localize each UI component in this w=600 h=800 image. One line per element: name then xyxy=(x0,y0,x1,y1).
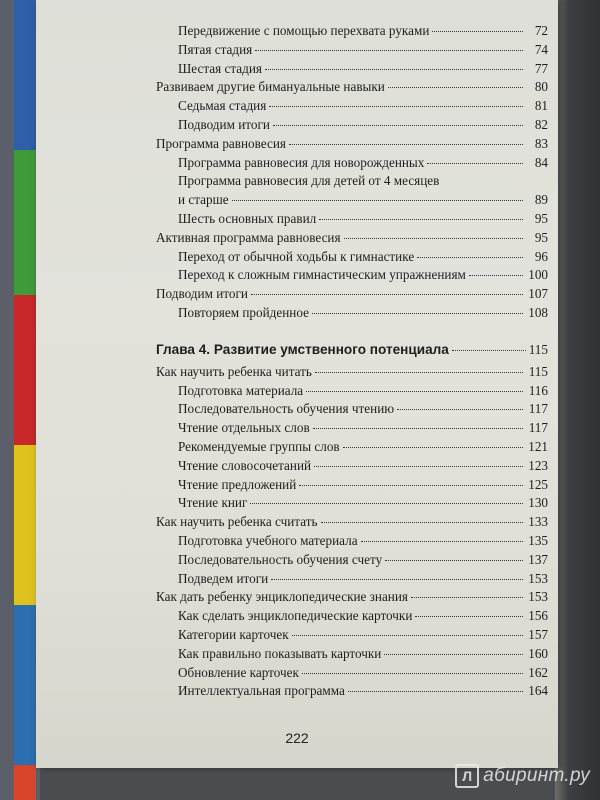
toc-entry-page: 115 xyxy=(528,363,548,379)
toc-entry-label: Интеллектуальная программа xyxy=(178,683,345,699)
toc-entry-label: Как дать ребенку энциклопедические знания xyxy=(156,589,408,605)
page-number: 222 xyxy=(285,730,309,746)
leader-dots xyxy=(452,338,526,351)
leader-dots xyxy=(299,473,523,486)
leader-dots xyxy=(269,94,523,107)
toc-entry-label: Программа равновесия xyxy=(156,135,286,151)
book-cover-edge xyxy=(0,0,40,800)
toc-entry-label: и старше xyxy=(178,192,229,208)
background-right xyxy=(555,0,600,800)
toc-chapter-heading xyxy=(156,339,548,361)
toc-entry-page: 135 xyxy=(528,532,548,548)
toc-entry-label: Категории карточек xyxy=(178,626,289,642)
leader-dots xyxy=(385,548,523,561)
toc-entry-label: Как научить ребенка читать xyxy=(156,363,312,379)
toc-entry-label: Как правильно показывать карточки xyxy=(178,645,382,661)
toc-entry-page: 100 xyxy=(528,267,548,283)
toc-entry-page: 162 xyxy=(528,664,548,680)
leader-dots xyxy=(251,282,523,295)
toc-entry-label: Чтение отдельных слов xyxy=(178,420,310,436)
cover-stripe-blue xyxy=(14,0,36,150)
cover-stripe-blue-lower xyxy=(14,605,36,765)
toc-entry xyxy=(156,304,548,323)
toc-entry-label: Передвижение с помощью перехвата руками xyxy=(178,23,430,38)
table-of-contents xyxy=(156,22,548,701)
toc-entry-page: 153 xyxy=(528,589,548,605)
toc-entry-page: 123 xyxy=(528,457,548,473)
leader-dots xyxy=(302,661,523,674)
toc-entry-page: 95 xyxy=(534,229,548,245)
chapter-page-number: 115 xyxy=(528,341,548,357)
toc-entry-page: 133 xyxy=(528,514,548,530)
toc-entry-label: Активная программа равновесия xyxy=(156,229,341,245)
leader-dots xyxy=(315,360,523,373)
leader-dots xyxy=(232,188,523,201)
toc-entry-page: 117 xyxy=(528,420,548,436)
toc-entry-label: Шестая стадия xyxy=(178,60,262,76)
leader-dots xyxy=(319,207,523,220)
toc-entry-label: Чтение предложений xyxy=(178,476,297,492)
toc-entry-label: Повторяем пройденное xyxy=(178,304,309,320)
leader-dots xyxy=(255,38,523,51)
leader-dots xyxy=(314,454,523,467)
toc-entry-label: Программа равновесия для новорожденных xyxy=(178,154,425,170)
leader-dots xyxy=(292,623,523,636)
cover-stripe-yellow xyxy=(14,445,36,605)
toc-entry-page: 153 xyxy=(528,570,548,586)
toc-entry-page: 116 xyxy=(528,382,548,398)
toc-entry-page: 80 xyxy=(534,79,548,95)
toc-entry-label: Последовательность обучения чтению xyxy=(178,401,395,417)
leader-dots xyxy=(271,567,523,580)
toc-section-part1 xyxy=(156,22,548,323)
toc-entry-label: Обновление карточек xyxy=(178,664,299,680)
leader-dots xyxy=(289,132,523,145)
toc-entry-page: 117 xyxy=(528,401,548,417)
toc-entry-label: Седьмая стадия xyxy=(178,98,267,114)
toc-entry-page: 77 xyxy=(534,60,548,76)
leader-dots xyxy=(321,510,523,523)
cover-stripe-orange xyxy=(14,765,36,800)
leader-dots xyxy=(397,397,523,410)
toc-entry-label: Как сделать энциклопедические карточки xyxy=(178,608,413,624)
toc-entry-page: 89 xyxy=(534,192,548,208)
toc-entry-page: 108 xyxy=(528,304,548,320)
leader-dots xyxy=(384,642,523,655)
leader-dots xyxy=(469,263,523,276)
toc-entry-page: 84 xyxy=(534,154,548,170)
leader-dots xyxy=(361,529,523,542)
leader-dots xyxy=(388,75,523,88)
toc-entry xyxy=(156,682,548,701)
leader-dots xyxy=(348,679,523,692)
labirint-logo-icon: Л xyxy=(455,764,479,788)
leader-dots xyxy=(432,19,523,32)
toc-entry-label: Развиваем другие бимануальные навыки xyxy=(156,79,385,95)
leader-dots xyxy=(427,151,523,164)
leader-dots xyxy=(417,245,523,258)
toc-entry-page: 107 xyxy=(528,286,548,302)
toc-entry-label: Последовательность обучения счету xyxy=(178,551,383,567)
toc-entry-label: Программа равновесия для детей от 4 месяцев xyxy=(178,173,440,189)
toc-entry-page: 96 xyxy=(534,248,548,264)
toc-entry-page: 74 xyxy=(534,41,548,57)
toc-entry-page: 157 xyxy=(528,626,548,642)
leader-dots xyxy=(313,416,523,429)
toc-entry-page: 137 xyxy=(528,551,548,567)
toc-entry-page: 160 xyxy=(528,645,548,661)
toc-entry-page: 121 xyxy=(528,438,548,454)
toc-entry-label: Чтение книг xyxy=(178,495,248,511)
toc-entry-label: Чтение словосочетаний xyxy=(178,457,312,473)
toc-entry-page: 164 xyxy=(528,683,548,699)
toc-entry-page: 81 xyxy=(534,98,548,114)
toc-entry-page: 130 xyxy=(528,495,548,511)
leader-dots xyxy=(415,604,523,617)
toc-entry-label: Переход от обычной ходьбы к гимнастике xyxy=(178,248,415,264)
toc-entry-label: Подготовка учебного материала xyxy=(178,532,358,548)
leader-dots xyxy=(265,57,523,70)
leader-dots xyxy=(250,491,523,504)
toc-entry-label: Подводим итоги xyxy=(156,286,248,302)
toc-entry-page: 125 xyxy=(528,476,548,492)
watermark xyxy=(455,764,590,788)
toc-entry-page: 156 xyxy=(528,608,548,624)
toc-entry-label: Шесть основных правил xyxy=(178,210,317,226)
toc-entry-page: 95 xyxy=(534,210,548,226)
toc-entry-label: Подготовка материала xyxy=(178,382,304,398)
book-page xyxy=(36,0,558,768)
toc-entry-label: Переход к сложным гимнастическим упражнениям xyxy=(178,267,466,283)
leader-dots xyxy=(312,301,523,314)
leader-dots xyxy=(344,226,523,239)
toc-entry-label: Рекомендуемые группы слов xyxy=(178,438,340,454)
leader-dots xyxy=(411,585,523,598)
leader-dots xyxy=(442,170,523,182)
toc-entry-label: Подводим итоги xyxy=(178,116,270,132)
leader-dots xyxy=(306,379,523,392)
leader-dots xyxy=(273,113,523,126)
toc-entry-page: 72 xyxy=(534,23,548,38)
toc-entry-label: Пятая стадия xyxy=(178,41,253,57)
leader-dots xyxy=(343,435,523,448)
toc-entry-label: Подведем итоги xyxy=(178,570,269,586)
chapter-title: Глава 4. Развитие умственного потенциала xyxy=(156,341,449,357)
toc-entry-page: 82 xyxy=(534,116,548,132)
cover-stripe-green xyxy=(14,150,36,295)
toc-entry-label: Как научить ребенка считать xyxy=(156,514,318,530)
toc-section-part2 xyxy=(156,363,548,701)
toc-entry-page: 83 xyxy=(534,135,548,151)
watermark-text: абиринт.ру xyxy=(483,765,590,786)
cover-stripe-red xyxy=(14,295,36,445)
